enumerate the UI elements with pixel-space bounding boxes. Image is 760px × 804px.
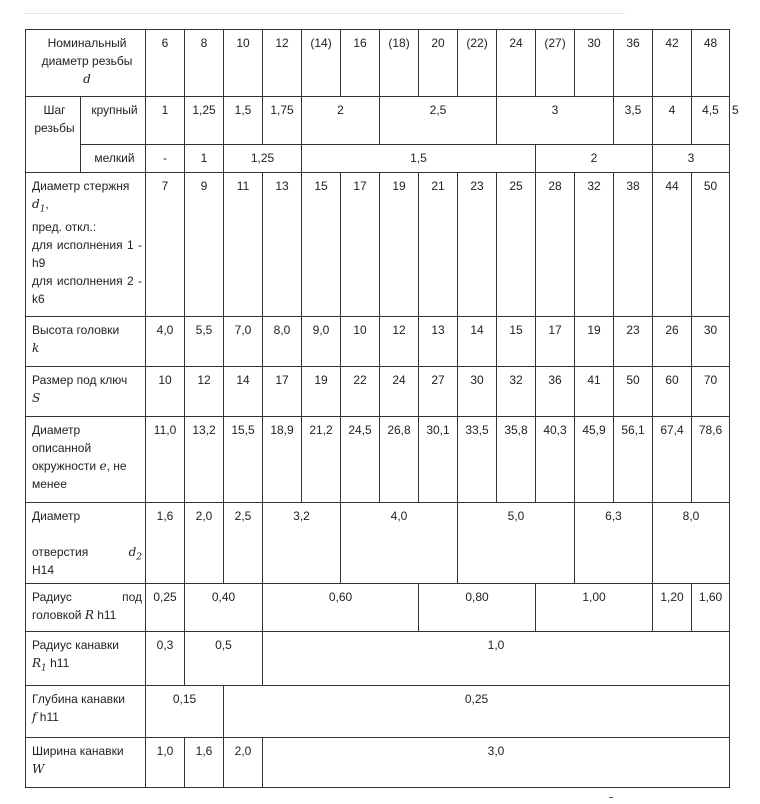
table-cell: 15 <box>497 317 536 367</box>
table-cell: 0,15 <box>146 686 224 738</box>
table-cell: 33,5 <box>458 417 497 503</box>
table-cell: 3 <box>497 97 614 145</box>
table-cell: 3,0 <box>263 738 730 788</box>
variable-k: k <box>32 341 40 355</box>
variable-d: d <box>83 72 91 86</box>
table-cell: 26,8 <box>380 417 419 503</box>
table-cell: 15,5 <box>224 417 263 503</box>
variable-e: e <box>99 459 107 473</box>
table-cell: 13,2 <box>185 417 224 503</box>
row-groove-radius <box>26 632 730 686</box>
table-cell: 2,5 <box>224 503 263 584</box>
table-cell: 40,3 <box>536 417 575 503</box>
table-cell: 67,4 <box>653 417 692 503</box>
table-cell: 4 <box>653 97 692 145</box>
table-cell: 1 <box>146 97 185 145</box>
table-cell: (18) <box>380 30 419 97</box>
table-cell: 2,5 <box>380 97 497 145</box>
table-cell: 1,60 <box>692 584 730 632</box>
table-cell: 12 <box>185 367 224 417</box>
table-cell: 1,5 <box>302 145 536 173</box>
table-cell: 2 <box>536 145 653 173</box>
row-label: Диаметр стержня $d_1$, пред. откл.: для исполнения 1 - h9 для исполнения 2 - k6 <box>26 173 146 317</box>
table-cell: 0,3 <box>146 632 185 686</box>
table-cell: (22) <box>458 30 497 97</box>
row-label: Диаметр описанной окружности e, не менее <box>26 417 146 503</box>
variable-f: f <box>32 710 37 724</box>
table-cell: 1,20 <box>653 584 692 632</box>
variable-r1: $R_1$ <box>32 656 47 674</box>
table-cell: 1,0 <box>263 632 730 686</box>
footer-mark <box>609 797 613 798</box>
table-cell: 50 <box>692 173 730 317</box>
row-label: Радиус под головкой R h11 <box>26 584 146 632</box>
table-cell: 12 <box>263 30 302 97</box>
row-nominal-diameter <box>26 30 730 97</box>
table-cell: 1,6 <box>185 738 224 788</box>
table-cell: 6 <box>146 30 185 97</box>
row-sublabel: мелкий <box>81 145 146 173</box>
table-cell: 10 <box>146 367 185 417</box>
table-cell: 32 <box>497 367 536 417</box>
table-cell: 1,5 <box>224 97 263 145</box>
variable-d1: $d_1$ <box>32 197 46 215</box>
table-cell: 3,2 <box>263 503 341 584</box>
row-label: Ширина канавки W <box>26 738 146 788</box>
table-cell: 30,1 <box>419 417 458 503</box>
table-cell: 56,1 <box>614 417 653 503</box>
table-cell: 4,0 <box>341 503 458 584</box>
table-cell: 19 <box>302 367 341 417</box>
table-cell: - <box>146 145 185 173</box>
table-cell: 42 <box>653 30 692 97</box>
table-cell: 41 <box>575 367 614 417</box>
table-cell: 2,0 <box>185 503 224 584</box>
table-cell: 13 <box>263 173 302 317</box>
row-label: Размер под ключ S <box>26 367 146 417</box>
table-cell: 27 <box>419 367 458 417</box>
table-cell: 11 <box>224 173 263 317</box>
table-cell: 78,6 <box>692 417 730 503</box>
table-cell: 25 <box>497 173 536 317</box>
table-cell: 5,0 <box>458 503 575 584</box>
variable-r: R <box>84 608 94 622</box>
table-cell: 0,5 <box>185 632 263 686</box>
table-cell: 60 <box>653 367 692 417</box>
table-cell: 21,2 <box>302 417 341 503</box>
table-cell: 15 <box>302 173 341 317</box>
table-cell: 0,25 <box>146 584 185 632</box>
table-cell: 8 <box>185 30 224 97</box>
table-cell: 1,00 <box>536 584 653 632</box>
table-cell: 21 <box>419 173 458 317</box>
variable-w: W <box>32 762 45 776</box>
table-cell: 23 <box>458 173 497 317</box>
table-cell: 50 <box>614 367 653 417</box>
row-pitch-coarse: Шаг резьбы крупный 1 1,25 1,5 1,75 2 2,5 3 3,5 4 4,5 5 <box>26 97 730 145</box>
bolt-dimensions-table <box>25 29 739 788</box>
table-cell: (27) <box>536 30 575 97</box>
table-cell: 24 <box>497 30 536 97</box>
table-cell: 0,60 <box>263 584 419 632</box>
table-cell: 0,80 <box>419 584 536 632</box>
table-cell: 4,0 <box>146 317 185 367</box>
table-cell: 36 <box>536 367 575 417</box>
table-cell: 8,0 <box>653 503 730 584</box>
row-sublabel: крупный <box>81 97 146 145</box>
variable-d2: $d_2$ <box>128 545 143 563</box>
table-cell: 30 <box>458 367 497 417</box>
row-head-radius <box>26 584 730 632</box>
table-cell: 1,25 <box>224 145 302 173</box>
table-cell: 9 <box>185 173 224 317</box>
table-cell: 4,5 <box>692 97 730 145</box>
table-cell: 2,0 <box>224 738 263 788</box>
table-cell: 7,0 <box>224 317 263 367</box>
table-cell: 0,25 <box>224 686 730 738</box>
table-cell: 23 <box>614 317 653 367</box>
table-cell: 1,25 <box>185 97 224 145</box>
table-cell: 17 <box>263 367 302 417</box>
table-cell: 2 <box>302 97 380 145</box>
table-cell: 19 <box>575 317 614 367</box>
table-cell: 1,0 <box>146 738 185 788</box>
table-cell: 14 <box>224 367 263 417</box>
table-cell: 30 <box>575 30 614 97</box>
row-groove-depth <box>26 686 730 738</box>
table-cell: 35,8 <box>497 417 536 503</box>
table-cell: 36 <box>614 30 653 97</box>
table-cell: 19 <box>380 173 419 317</box>
table-cell: (14) <box>302 30 341 97</box>
table-cell: 48 <box>692 30 730 97</box>
row-label: Номинальный диаметр резьбы d <box>26 30 146 97</box>
table-cell: 18,9 <box>263 417 302 503</box>
table-cell: 12 <box>380 317 419 367</box>
row-hole-diameter <box>26 503 730 584</box>
table-cell: 3 <box>653 145 730 173</box>
table-cell: 38 <box>614 173 653 317</box>
table-cell: 20 <box>419 30 458 97</box>
table-cell: 3,5 <box>614 97 653 145</box>
table-cell: 8,0 <box>263 317 302 367</box>
row-circumscribed-diameter <box>26 417 730 503</box>
row-label: Радиус канавки $R_1$ h11 <box>26 632 146 686</box>
table-cell: 24 <box>380 367 419 417</box>
table-cell: 13 <box>419 317 458 367</box>
variable-s: S <box>32 391 41 405</box>
table-cell: 17 <box>341 173 380 317</box>
table-cell: 11,0 <box>146 417 185 503</box>
table-cell: 1,6 <box>146 503 185 584</box>
table-cell: 30 <box>692 317 730 367</box>
table-cell: 70 <box>692 367 730 417</box>
table-cell: 1,75 <box>263 97 302 145</box>
row-label: Шаг резьбы <box>26 97 81 173</box>
table-cell: 17 <box>536 317 575 367</box>
table-cell: 28 <box>536 173 575 317</box>
table-cell: 16 <box>341 30 380 97</box>
row-shank-diameter <box>26 173 730 317</box>
table-cell: 45,9 <box>575 417 614 503</box>
row-head-height <box>26 317 730 367</box>
table-cell: 10 <box>341 317 380 367</box>
row-label: Высота головки k <box>26 317 146 367</box>
row-wrench-size <box>26 367 730 417</box>
table-cell: 0,40 <box>185 584 263 632</box>
top-divider <box>25 13 625 14</box>
table-cell: 1 <box>185 145 224 173</box>
table-cell: 14 <box>458 317 497 367</box>
table-cell: 22 <box>341 367 380 417</box>
table-cell: 5,5 <box>185 317 224 367</box>
table-cell: 26 <box>653 317 692 367</box>
table-cell: 10 <box>224 30 263 97</box>
row-pitch-fine <box>26 145 730 173</box>
row-label: Глубина канавки f h11 <box>26 686 146 738</box>
table-cell: 6,3 <box>575 503 653 584</box>
table-cell: 9,0 <box>302 317 341 367</box>
table-cell: 44 <box>653 173 692 317</box>
table-cell: 7 <box>146 173 185 317</box>
row-groove-width <box>26 738 730 788</box>
row-label: Диаметр отверстия $d_2$ H14 <box>26 503 146 584</box>
table-cell: 24,5 <box>341 417 380 503</box>
table-cell: 32 <box>575 173 614 317</box>
